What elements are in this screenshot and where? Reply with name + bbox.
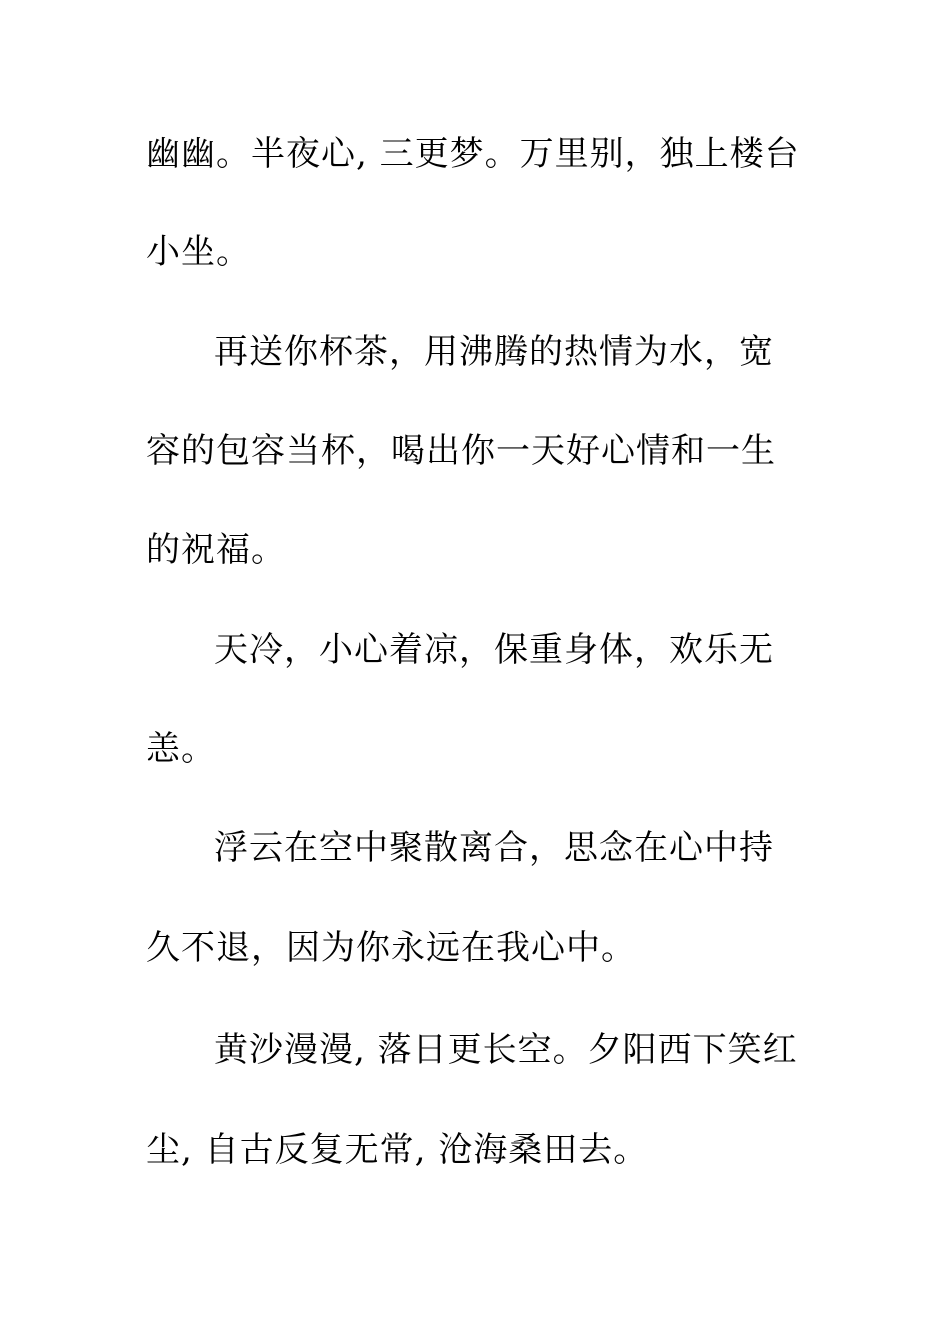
paragraph-5-line-1: 黄沙漫漫, 落日更长空。夕阳西下笑红 <box>214 1030 798 1070</box>
paragraph-3-line-2: 恙。 <box>146 729 216 769</box>
paragraph-1-line-2: 小坐。 <box>146 232 251 272</box>
paragraph-4-line-2: 久不退，因为你永远在我心中。 <box>146 928 636 968</box>
paragraph-2-line-3: 的祝福。 <box>146 530 286 570</box>
paragraph-1-line-1: 幽幽。半夜心, 三更梦。万里别，独上楼台 <box>146 134 800 174</box>
paragraph-3-line-1: 天冷，小心着凉，保重身体，欢乐无 <box>214 630 774 670</box>
paragraph-2-line-1: 再送你杯茶，用沸腾的热情为水，宽 <box>214 332 774 372</box>
paragraph-5-line-2: 尘, 自古反复无常, 沧海桑田去。 <box>146 1130 649 1170</box>
paragraph-4-line-1: 浮云在空中聚散离合，思念在心中持 <box>214 828 774 868</box>
paragraph-2-line-2: 容的包容当杯，喝出你一天好心情和一生 <box>146 431 776 471</box>
